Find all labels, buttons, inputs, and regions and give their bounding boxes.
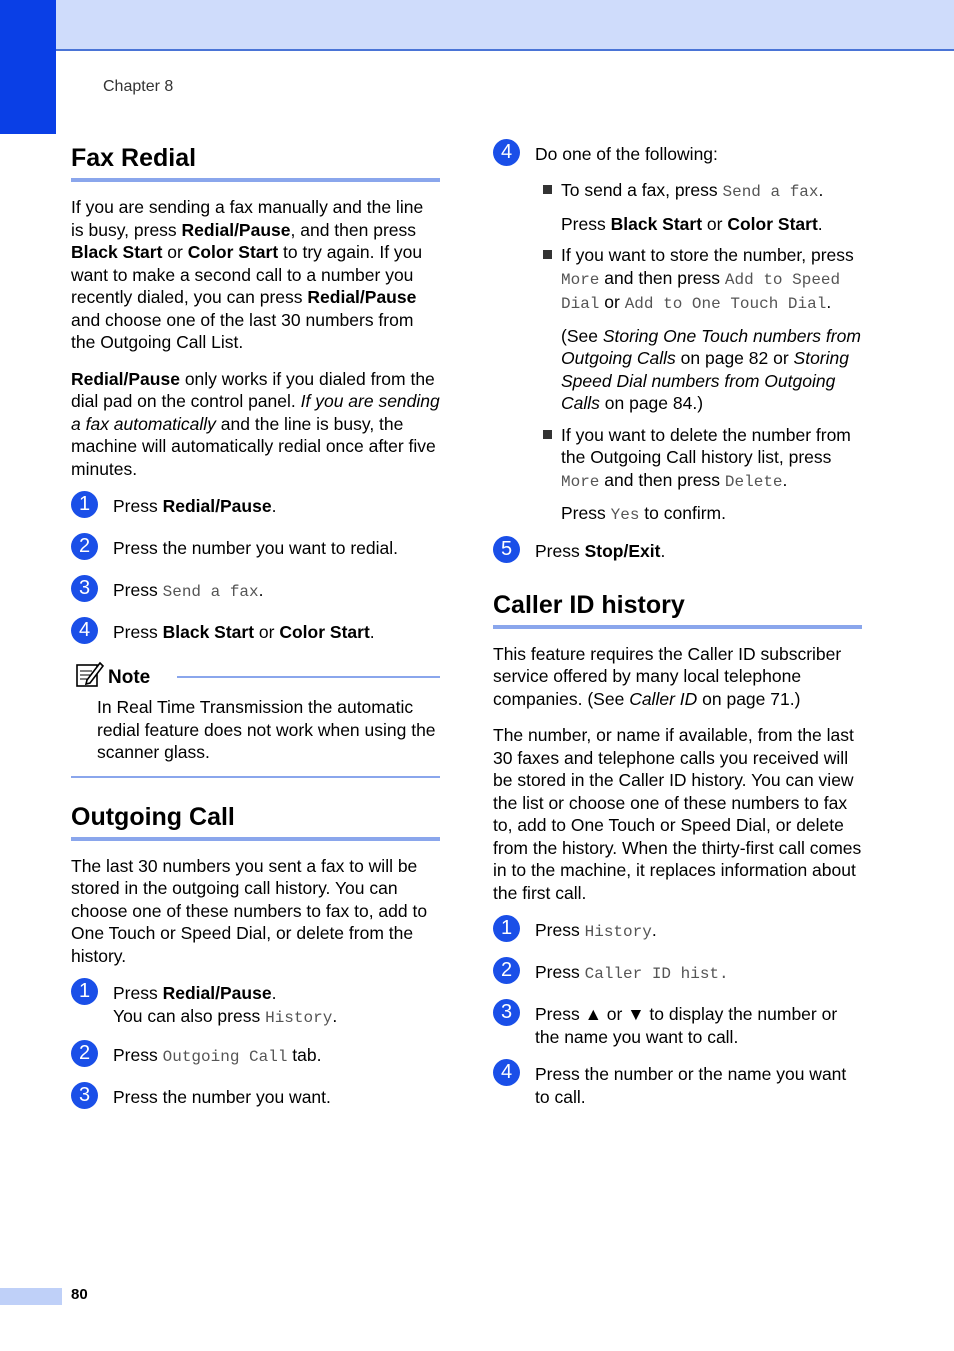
text-run: to confirm. [639, 503, 726, 523]
text-run: Press [113, 496, 163, 516]
text-run: Caller ID [629, 688, 698, 709]
text-run: or [702, 213, 728, 234]
text-run: and choose one of the last 30 numbers from the Outgoing Call List. [71, 309, 414, 352]
text-run: If you want to delete the number from the Outgoing Call history list, press [561, 424, 851, 467]
note-text: In Real Time Transmission the automatic redial feature does not work when using the scanner glass. [97, 697, 436, 762]
note-divider [177, 676, 440, 678]
note-pencil-icon [75, 660, 105, 688]
chapter-tab [0, 0, 56, 134]
footer-band [0, 1288, 62, 1305]
text-run: only works if you dialed from the dial pad on the control panel. [71, 368, 435, 411]
caller-id-detail [493, 724, 862, 904]
bullet-text [561, 325, 862, 415]
step-number-badge: 1 [71, 491, 98, 518]
text-run: . [817, 213, 823, 234]
step-text [113, 621, 440, 644]
step-number-badge: 2 [493, 957, 520, 984]
text-run: . [271, 983, 277, 1003]
step-text [535, 961, 862, 986]
caller-id-heading: Caller ID history [493, 589, 862, 629]
text-run: Redial/Pause [71, 368, 180, 389]
step-number-badge: 3 [493, 999, 520, 1026]
step-number-badge: 2 [71, 533, 98, 560]
step-number-badge: 1 [71, 978, 98, 1005]
text-run: . [332, 1005, 338, 1026]
text-run: Press [113, 983, 163, 1003]
bullet-text [561, 424, 862, 494]
text-run: (See [561, 325, 603, 346]
fax-redial-steps [71, 495, 440, 648]
lcd-text: History [584, 923, 652, 941]
text-run: or [162, 242, 188, 262]
outgoing-options-list [493, 179, 862, 527]
step-text [113, 537, 440, 560]
step-item [493, 919, 862, 946]
text-run: Press [113, 622, 163, 642]
text-run: Press [535, 920, 585, 940]
step-subtext [113, 1005, 440, 1030]
lcd-text: Outgoing Call [162, 1048, 288, 1066]
text-run: Press the number or the name you want to call. [535, 1064, 847, 1107]
lcd-text: More [561, 472, 600, 491]
text-run: Redial/Pause [162, 496, 272, 516]
outgoing-step-5 [493, 537, 862, 567]
text-run: . [258, 580, 264, 600]
text-run: Do one of the following: [535, 144, 718, 164]
text-run: Press [535, 1004, 585, 1024]
step-item [493, 537, 862, 567]
text-run: Press the number you want. [113, 1087, 331, 1107]
step-item [493, 961, 862, 988]
text-run: . [369, 622, 375, 642]
lcd-text: More [561, 270, 600, 289]
bullet-text [561, 213, 862, 236]
step-text [113, 1086, 440, 1109]
page-number: 80 [71, 1286, 88, 1303]
right-column [493, 142, 862, 1108]
text-run: or [601, 1004, 628, 1024]
text-run: . [271, 496, 277, 516]
text-run: ▼ [627, 1004, 645, 1024]
step-number-badge: 4 [493, 139, 520, 166]
note-box [71, 664, 440, 778]
text-run: . [826, 292, 832, 312]
step-item [71, 495, 440, 522]
text-run: Storing Speed Dial numbers from Outgoing Calls [561, 348, 849, 413]
step-text [535, 1063, 862, 1108]
text-run: on page 82 or [675, 348, 794, 368]
chapter-label: Chapter 8 [103, 78, 174, 95]
step-number-badge: 5 [493, 536, 520, 563]
text-run: To send a fax, press [561, 180, 723, 200]
outgoing-call-intro [71, 855, 440, 968]
text-run: Press [113, 1045, 163, 1065]
fax-redial-heading: Fax Redial [71, 142, 440, 182]
bullet-square-icon [543, 250, 552, 259]
bullet-text [561, 502, 862, 527]
text-run: Redial/Pause [162, 983, 272, 1003]
text-run: The number, or name if available, from the last 30 faxes and telephone calls you received will be stored in the Caller ID history. You can view the list or choose one of these numbers to fax to, add to One Touch or Speed Dial, or delete from the history. When the thirty-first call comes in to the machine, it replaces information about the first call. [493, 725, 862, 903]
text-run: and then press [599, 469, 725, 490]
text-run: This feature requires the Caller ID subscriber service offered by many local telephone companies. (See [493, 643, 842, 709]
text-run: . [782, 469, 788, 490]
note-bottom-rule [71, 776, 440, 778]
text-run: Press [535, 962, 585, 982]
text-run: or [254, 622, 280, 642]
text-run: If you are sending a fax automatically [71, 391, 440, 434]
text-run: . [660, 540, 666, 561]
step-text [535, 143, 862, 166]
step-number-badge: 2 [71, 1040, 98, 1067]
text-run: and then press [599, 267, 725, 288]
lcd-text: Send a fax [722, 183, 819, 201]
step-number-badge: 3 [71, 1082, 98, 1109]
step-number-badge: 1 [493, 915, 520, 942]
caller-id-intro [493, 643, 862, 711]
lcd-text: Yes [610, 506, 640, 524]
text-run: Press the number you want to redial. [113, 538, 399, 558]
text-run: ▲ [584, 1004, 602, 1024]
step-text [113, 982, 440, 1005]
step-item [71, 537, 440, 564]
outgoing-step-4 [493, 143, 862, 170]
outgoing-call-heading: Outgoing Call [71, 801, 440, 841]
text-run: to display the number or the name you want to call. [535, 1004, 838, 1047]
lcd-text: Delete [724, 472, 783, 491]
text-run: on page 84.) [599, 393, 704, 413]
step-text [113, 1044, 440, 1069]
text-run: Press [113, 580, 163, 600]
step-text [535, 540, 862, 563]
text-run: and the line is busy, the machine will automatically redial once after five minutes. [71, 413, 436, 479]
text-run: Color Start [187, 242, 279, 262]
step-item [493, 1063, 862, 1108]
bullet-text [561, 179, 862, 204]
text-run: If you want to store the number, press [561, 245, 854, 265]
text-run: tab. [287, 1045, 322, 1065]
step-text [113, 495, 440, 518]
bullet-text [561, 244, 862, 316]
text-run: Black Start [162, 622, 255, 642]
step-number-badge: 4 [493, 1059, 520, 1086]
bullet-square-icon [543, 185, 552, 194]
text-run: Press [561, 503, 611, 523]
step-item [71, 1044, 440, 1071]
step-item [71, 1086, 440, 1113]
text-run: Press [535, 540, 585, 561]
step-text [113, 579, 440, 604]
text-run: Redial/Pause [307, 287, 417, 307]
bullet-item [541, 179, 862, 235]
lcd-text: Add to Speed Dial [561, 270, 841, 313]
note-label: Note [108, 667, 151, 688]
text-run: on page 71.) [697, 688, 801, 709]
bullet-square-icon [543, 430, 552, 439]
left-column [71, 142, 440, 1113]
text-run: Storing One Touch numbers from Outgoing Calls [561, 325, 861, 368]
header-band [0, 0, 954, 51]
step-text [535, 1003, 862, 1048]
text-run: , and then press [290, 219, 416, 240]
lcd-text: Add to One Touch Dial [624, 295, 827, 313]
bullet-item [541, 244, 862, 415]
step-number-badge: 3 [71, 575, 98, 602]
text-run: You can also press [113, 1005, 266, 1026]
step-item [71, 579, 440, 606]
text-run: . [818, 180, 824, 200]
fax-redial-intro [71, 196, 440, 354]
text-run: The last 30 numbers you sent a fax to will be stored in the outgoing call history. You can choose one of these numbers to fax to, add to One Touch or Speed Dial, or delete from the history. [71, 855, 428, 966]
text-run: Redial/Pause [181, 219, 291, 240]
text-run: Color Start [727, 213, 818, 234]
text-run: . [651, 920, 657, 940]
lcd-text: Caller ID hist. [584, 965, 729, 983]
caller-id-steps [493, 919, 862, 1108]
fax-redial-detail [71, 368, 440, 481]
bullet-item [541, 424, 862, 527]
step-number-badge: 4 [71, 617, 98, 644]
text-run: to try again. If you want to make a second call to a number you recently dialed, you can press [71, 242, 423, 307]
lcd-text: Send a fax [162, 583, 259, 601]
text-run: Black Start [610, 213, 703, 234]
text-run: Black Start [71, 242, 163, 262]
step-text [535, 919, 862, 944]
text-run: Color Start [279, 622, 370, 642]
text-run: If you are sending a fax manually and the line is busy, press [71, 197, 424, 240]
text-run: or [599, 292, 625, 312]
step-item [493, 1003, 862, 1048]
step-item [493, 143, 862, 170]
step-item [71, 621, 440, 648]
lcd-text: History [265, 1008, 333, 1027]
step-item [71, 982, 440, 1029]
outgoing-call-steps [71, 982, 440, 1113]
text-run: Stop/Exit [584, 540, 661, 561]
text-run: Press [561, 213, 611, 234]
